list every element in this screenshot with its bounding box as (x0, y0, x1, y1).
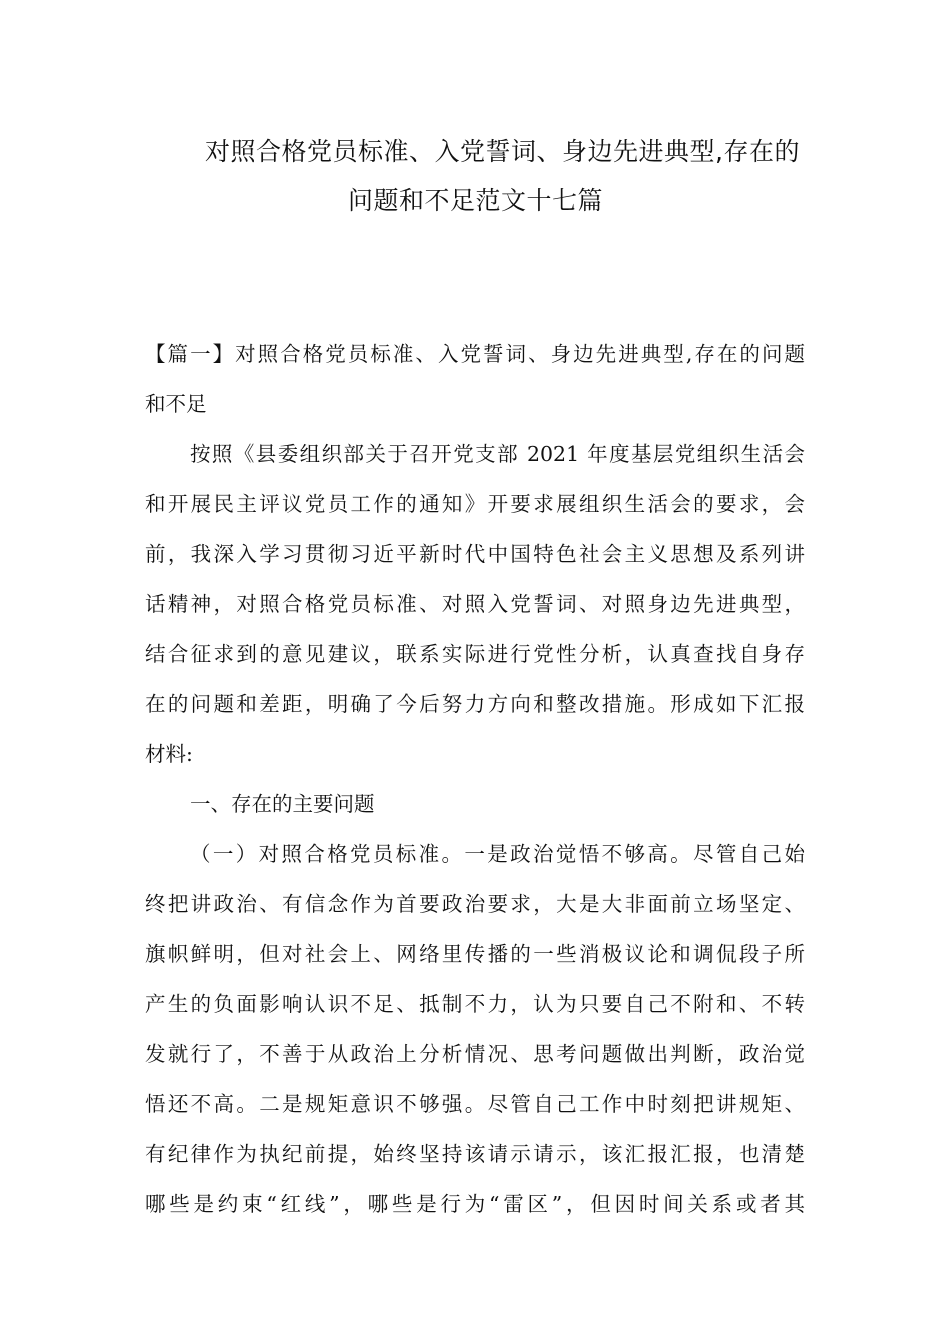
paragraph-line: 发就行了，不善于从政治上分析情况、思考问题做出判断，政治觉 (145, 1042, 805, 1066)
paragraph-line: 悟还不高。二是规矩意识不够强。尽管自己工作中时刻把讲规矩、 (145, 1092, 805, 1116)
paragraph-line: 旗帜鲜明，但对社会上、网络里传播的一些消极议论和调侃段子所 (145, 942, 805, 966)
paragraph-line: 材料: (145, 742, 193, 766)
paragraph-line: 有纪律作为执纪前提，始终坚持该请示请示，该汇报汇报，也清楚 (145, 1142, 805, 1166)
paragraph-line: 话精神，对照合格党员标准、对照入党誓词、对照身边先进典型， (145, 592, 805, 616)
paragraph-line: 前，我深入学习贯彻习近平新时代中国特色社会主义思想及系列讲 (145, 542, 805, 566)
paragraph-line: 产生的负面影响认识不足、抵制不力，认为只要自己不附和、不转 (145, 992, 805, 1016)
paragraph-line: 结合征求到的意见建议，联系实际进行党性分析，认真查找自身存 (145, 642, 805, 666)
subheading-line: 一、存在的主要问题 (190, 792, 375, 816)
paragraph-line: 在的问题和差距，明确了今后努力方向和整改措施。形成如下汇报 (145, 692, 805, 716)
paragraph-line: 和开展民主评议党员工作的通知》开要求展组织生活会的要求，会 (145, 492, 805, 516)
section-heading-line: 【篇一】对照合格党员标准、入党誓词、身边先进典型,存在的问题 (145, 342, 805, 366)
paragraph-line: （一）对照合格党员标准。一是政治觉悟不够高。尽管自己始 (190, 842, 805, 866)
document-title-line-2: 问题和不足范文十七篇 (348, 186, 604, 215)
paragraph-line: 哪些是约束“红线”，哪些是行为“雷区”，但因时间关系或者其 (145, 1192, 805, 1216)
document-title-line-1: 对照合格党员标准、入党誓词、身边先进典型,存在的 (205, 137, 800, 166)
paragraph-line: 终把讲政治、有信念作为首要政治要求，大是大非面前立场坚定、 (145, 892, 805, 916)
paragraph-line: 按照《县委组织部关于召开党支部 2021 年度基层党组织生活会 (190, 442, 805, 466)
section-heading-line: 和不足 (145, 392, 207, 416)
